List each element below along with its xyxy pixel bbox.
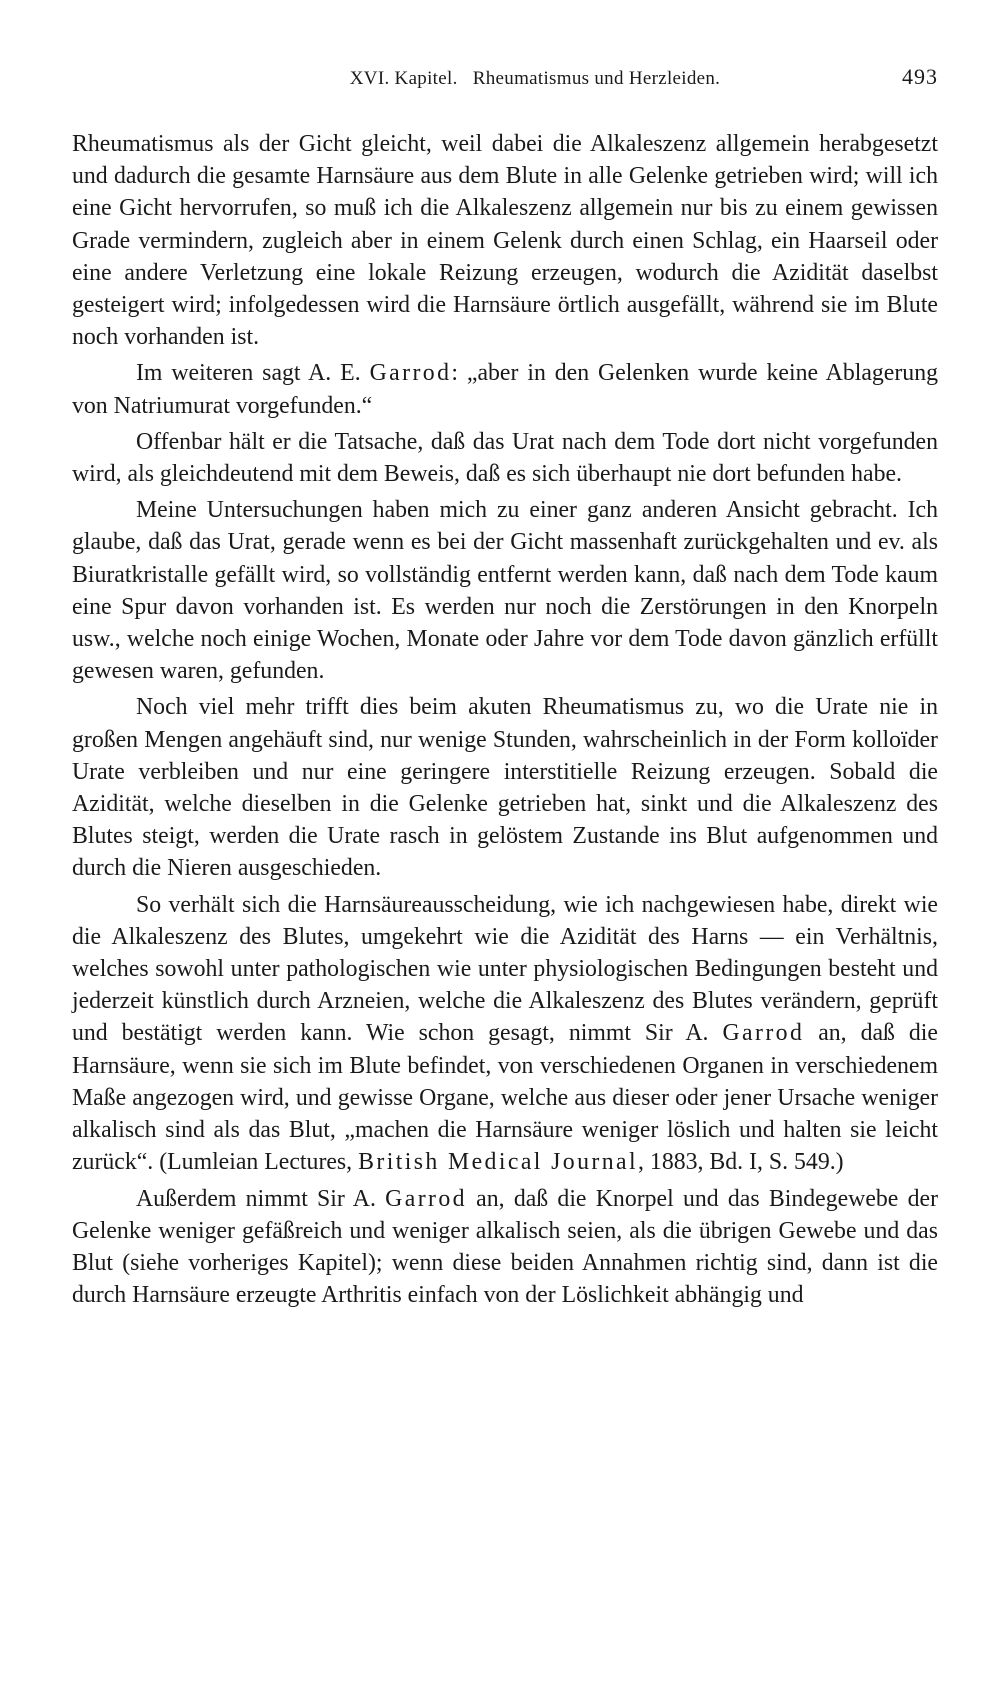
text-run: Noch viel mehr trifft dies beim akuten Rheumatismus zu, wo die Urate nie in großen Mengen angehäuft sind, nur wenige Stunden, wahrscheinlich in der Form kolloïder Urate verbleiben und nur eine geringere interstitielle Reizung erzeugen. Sobald die Azidität, welche dieselben in die Gelenke getrieben hat, sinkt und die Alkaleszenz des Blutes steigt, werden die Urate rasch in gelöstem Zustande ins Blut aufgenommen und durch die Nieren ausgeschieden. [72,694,938,882]
chapter-title: Rheumatismus und Herzleiden. [472,68,721,89]
paragraph [72,426,938,490]
page-number: 493 [902,64,938,89]
paragraph [72,1183,938,1312]
text-run: an, daß die Harnsäure, wenn sie sich im Blute befindet, von verschiedenen Organen in verschiedenem Maße angezogen wird, und gewisse Organe, welche aus dieser oder jener Ursache weniger alkalisch sind als das Blut, „machen die Harnsäure weniger löslich und halten sie leicht zurück“. (Lumleian Lectures, [72,1020,938,1176]
paragraph [72,889,938,1179]
running-title [72,68,902,90]
text-run: an, daß die Knorpel und das Bindegewebe der Gelenke weniger gefäßreich und weniger alkalisch seien, als die übrigen Gewebe und das Blut (siehe vorheriges Kapitel); wenn diese beiden Annahmen richtig sind, dann ist die durch Harnsäure erzeugte Arthritis einfach von der Löslichkeit abhängig und [72,1185,938,1309]
paragraph [72,128,938,353]
text-run: So verhält sich die Harnsäureausscheidung, wie ich nachgewiesen habe, direkt wie die Alkaleszenz des Blutes, umgekehrt wie die Azidität des Harns — ein Verhältnis, welches sowohl unter pathologischen wie unter physiologischen Bedingungen besteht und jederzeit künstlich durch Arzneien, welche die Alkaleszenz des Blutes verändern, geprüft und bestätigt werden kann. Wie schon gesagt, nimmt Sir A. [72,891,938,1047]
journal-name: British Medical Journal [358,1149,639,1176]
text-run: Außerdem nimmt Sir A. [136,1185,386,1212]
text-run: Im weiteren sagt A. E. [136,360,370,387]
running-header [72,64,938,104]
paragraph [72,494,938,687]
author-name: Garrod [722,1020,805,1047]
paragraph [72,357,938,421]
text-run: , 1883, Bd. I, S. 549.) [638,1149,844,1176]
text-run: Offenbar hält er die Tatsache, daß das Urat nach dem Tode dort nicht vorgefunden wird, als gleichdeutend mit dem Beweis, daß es sich überhaupt nie dort befunden habe. [72,428,938,488]
body-text [72,128,938,1311]
text-run: : „aber in den Gelenken wurde keine Ablagerung von Natriumurat vorgefunden.“ [72,360,938,419]
text-run: Rheumatismus als der Gicht gleicht, weil dabei die Alkaleszenz allgemein herabgesetzt und dadurch die gesamte Harnsäure aus dem Blute in alle Gelenke getrieben wird; will ich eine Gicht hervorrufen, so muß ich die Alkaleszenz allgemein nur bis zu einem gewissen Grade vermindern, zugleich aber in einem Gelenk durch einen Schlag, ein Haarseil oder eine andere Verletzung eine lokale Reizung erzeugen, wodurch die Azidität daselbst gesteigert wird; infolgedessen wird die Harnsäure örtlich ausgefällt, während sie im Blute noch vorhanden ist. [72,131,938,351]
chapter-label: XVI. Kapitel. [349,68,458,89]
book-page [72,64,938,1315]
text-run: Meine Untersuchungen haben mich zu einer ganz anderen Ansicht gebracht. Ich glaube, daß das Urat, gerade wenn es bei der Gicht massenhaft zurückgehalten und ev. als Biuratkristalle gefällt wird, so vollständig entfernt werden kann, daß nach dem Tode kaum eine Spur davon vorhanden ist. Es werden nur noch die Zerstörungen in den Knorpeln usw., welche noch einige Wochen, Monate oder Jahre vor dem Tode davon gänzlich erfüllt gewesen waren, gefunden. [72,497,938,685]
paragraph [72,691,938,884]
author-name: Garrod [369,360,452,387]
author-name: Garrod [385,1185,467,1212]
